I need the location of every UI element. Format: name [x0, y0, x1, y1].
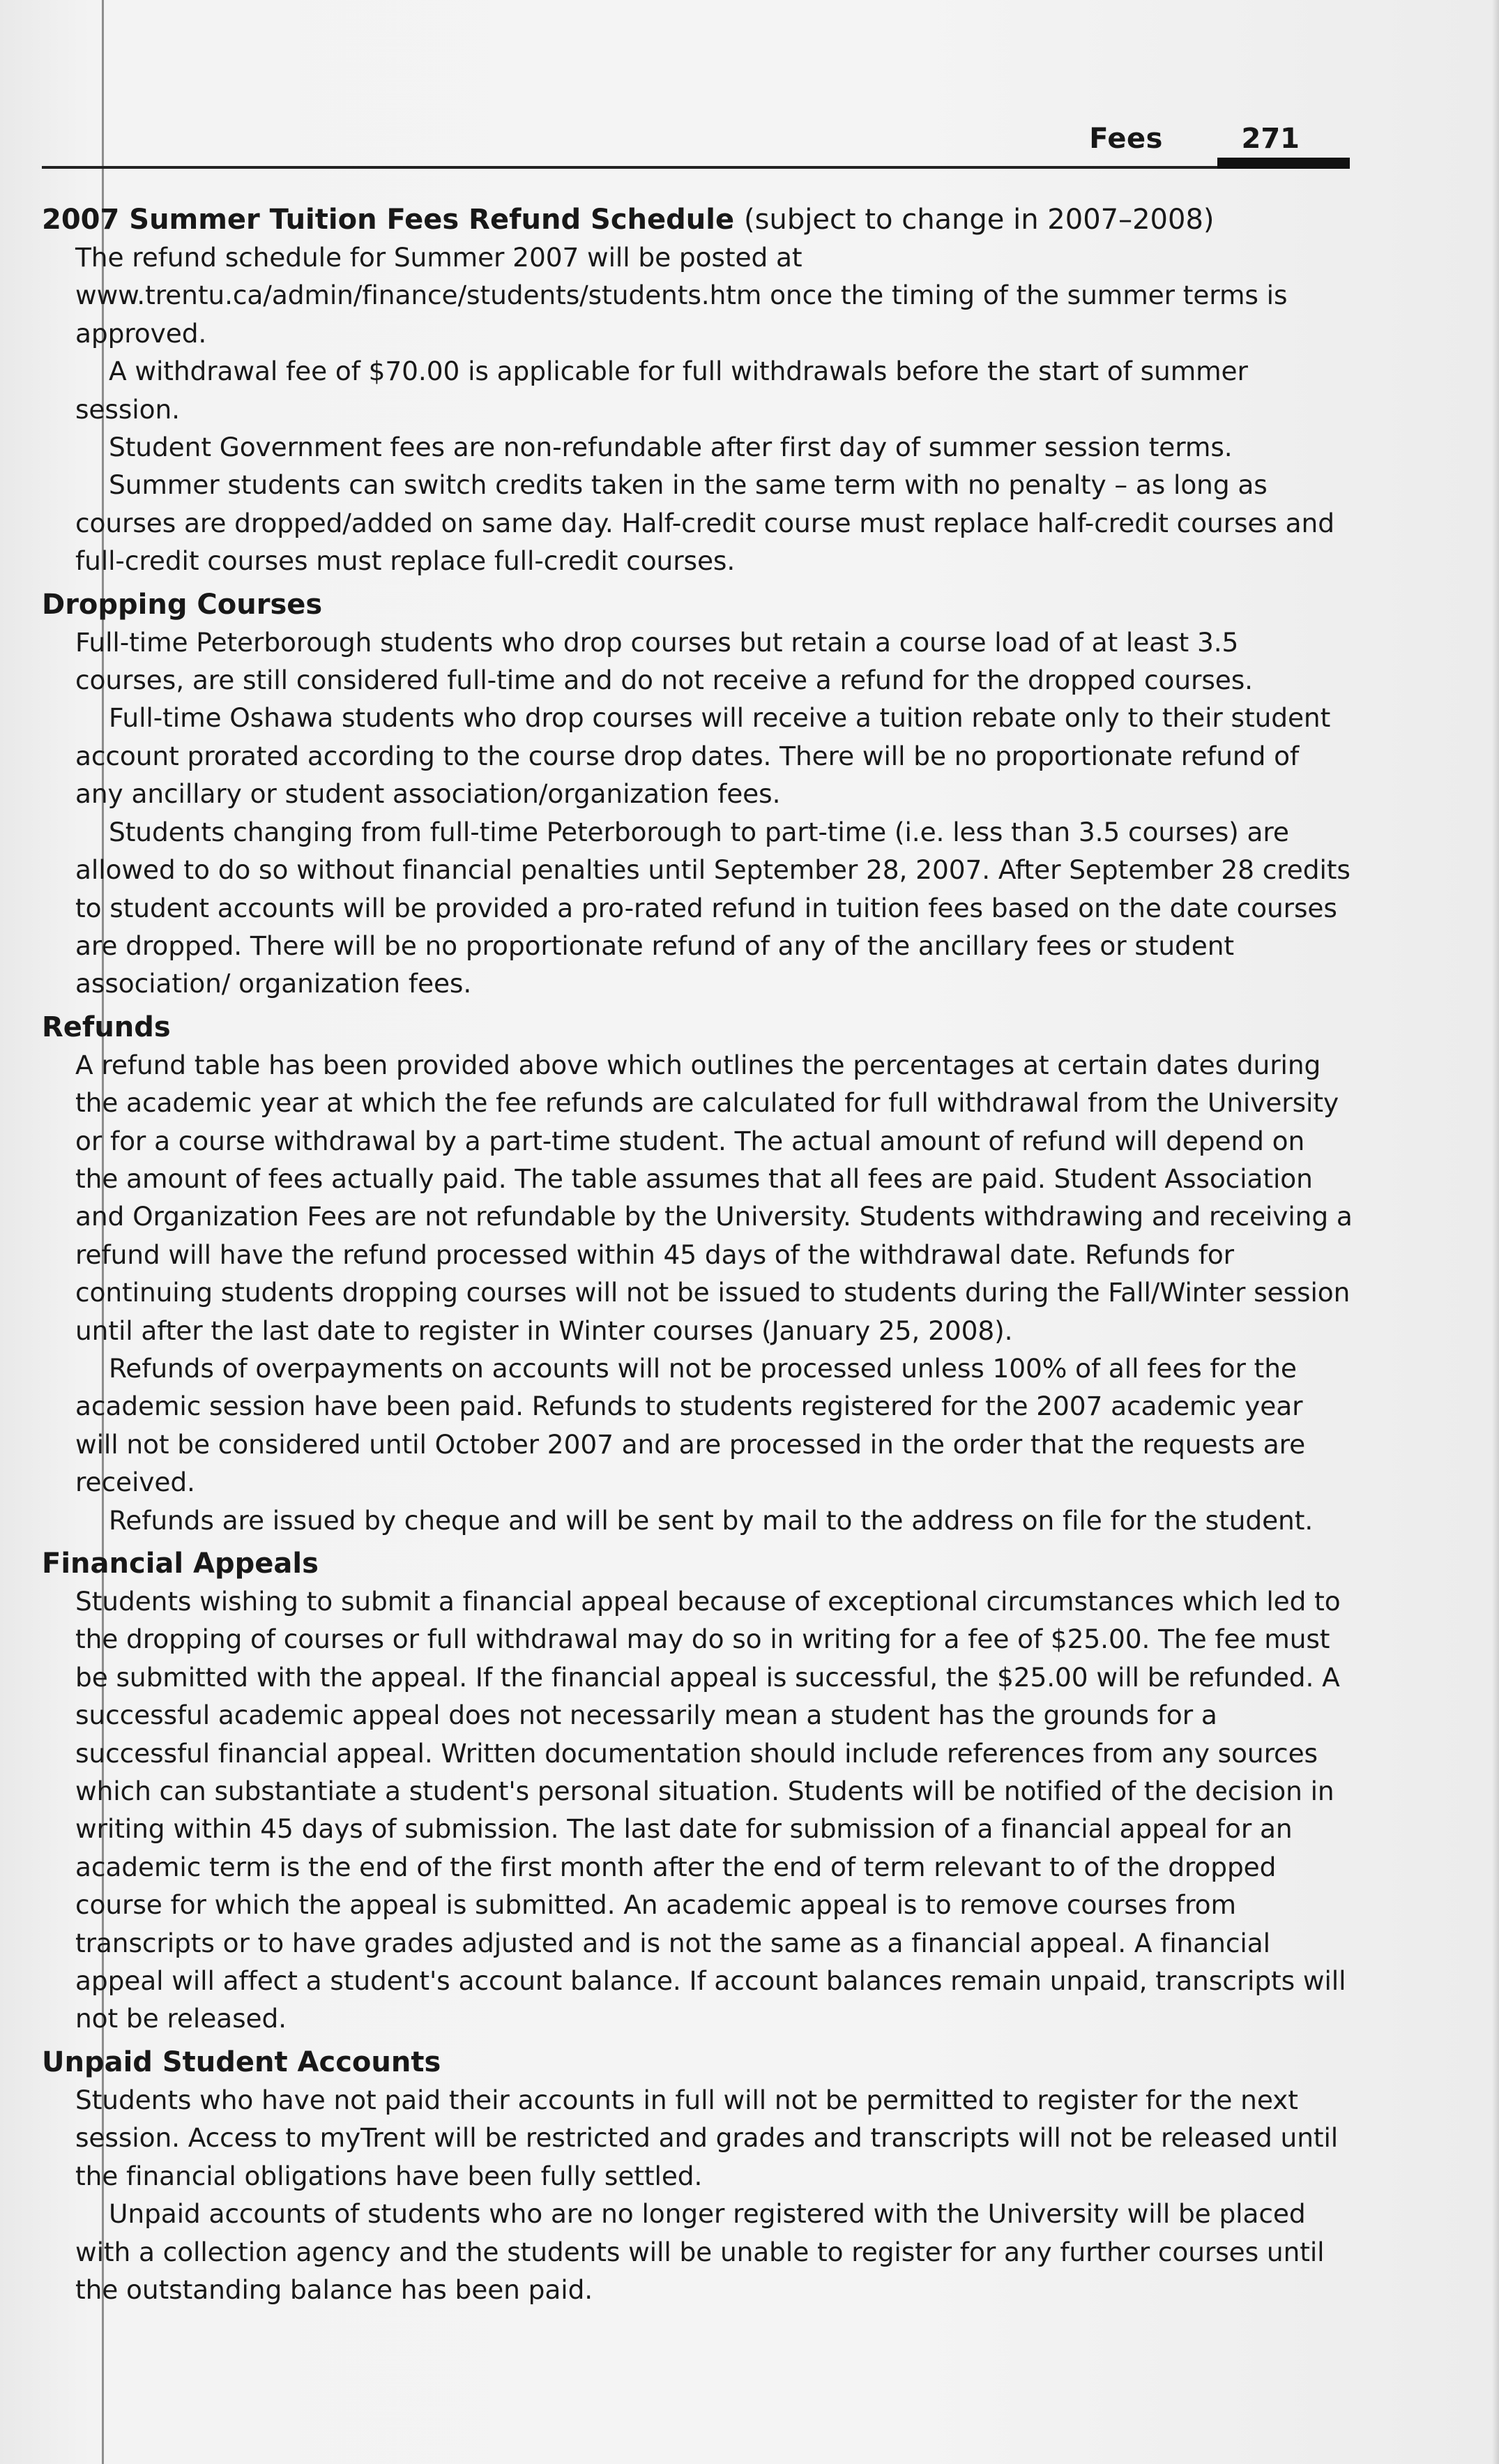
paragraph: Students who have not paid their accounts in full will not be permitted to register for the next session. Access to myTrent will be restricted and grades and transcripts will not be released until the financial obligations have been fully settled.: [75, 2084, 1339, 2191]
paragraph: Refunds of overpayments on accounts will not be processed unless 100% of all fees for the academic session have been paid. Refunds to students registered for the 2007 academic year will not be considered until October 2007 and are processed in the order that the requests are received.: [75, 1352, 1306, 1498]
section-unpaid-student-accounts: [42, 2043, 1353, 2308]
paragraph: A refund table has been provided above which outlines the percentages at certain dates during the academic year at which the fee refunds are calculated for full withdrawal from the University or for a course withdrawal by a part-time student. The actual amount of refund will depend on the amount of fees actually paid. The table assumes that all fees are paid. Student Association and Organization Fees are not refundable by the University. Students withdrawing and receiving a refund will have the refund processed within 45 days of the withdrawal date. Refunds for continuing students dropping courses will not be issued to students during the Fall/Winter session until after the last date to register in Winter courses (January 25, 2008).: [75, 1049, 1353, 1346]
running-head: Fees: [1089, 123, 1163, 155]
page-number: 271: [1241, 123, 1300, 155]
heading-title: 2007 Summer Tuition Fees Refund Schedule: [42, 204, 735, 236]
header-tab-bar: [1217, 158, 1350, 169]
section-heading: [42, 201, 1353, 239]
section-summer-refund-schedule: [42, 201, 1353, 580]
page-edge-shadow: [1492, 0, 1499, 2464]
paragraph: A withdrawal fee of $70.00 is applicable for full withdrawals before the start of summer session.: [75, 356, 1248, 425]
section-heading: Unpaid Student Accounts: [42, 2046, 441, 2078]
paragraph: Unpaid accounts of students who are no longer registered with the University will be placed with a collection agency and the students will be unable to register for any further courses until the outstanding balance has been paid.: [75, 2198, 1325, 2305]
paragraph: The refund schedule for Summer 2007 will be posted at www.trentu.ca/admin/finance/students/students.htm once the timing of the summer terms is approved.: [75, 242, 1288, 349]
page-header: [42, 120, 1350, 169]
section-refunds: [42, 1008, 1353, 1539]
header-rule: [42, 166, 1350, 169]
section-heading: Financial Appeals: [42, 1548, 319, 1580]
paragraph: Full-time Peterborough students who drop courses but retain a course load of at least 3.5 courses, are still considered full-time and do not receive a refund for the dropped courses.: [75, 626, 1253, 696]
paragraph: Student Government fees are non-refundable after first day of summer session terms.: [109, 432, 1233, 463]
paragraph: Students wishing to submit a financial appeal because of exceptional circumstances which led to the dropping of courses or full withdrawal may do so in writing for a fee of $25.00. The fee must be submitted with the appeal. If the financial appeal is successful, the $25.00 will be refunded. A successful academic appeal does not necessarily mean a student has the grounds for a successful financial appeal. Written documentation should include references from any sources which can substantiate a student's personal situation. Students will be notified of the decision in writing within 45 days of submission. The last date for submission of a financial appeal for an academic term is the end of the first month after the end of term relevant to of the dropped course for which the appeal is submitted. An academic appeal is to remove courses from transcripts or to have grades adjusted and is not the same as a financial appeal. A financial appeal will affect a student's account balance. If account balances remain unpaid, transcripts will not be released.: [75, 1586, 1346, 2034]
page-body: [42, 201, 1353, 2314]
section-heading: Refunds: [42, 1011, 171, 1043]
section-heading: Dropping Courses: [42, 588, 323, 621]
paragraph: Summer students can switch credits taken in the same term with no penalty – as long as courses are dropped/added on same day. Half-credit course must replace half-credit courses and full-credit courses must replace full-credit courses.: [75, 469, 1334, 577]
paragraph: Full-time Oshawa students who drop courses will receive a tuition rebate only to their student account prorated according to the course drop dates. There will be no proportionate refund of any ancillary or student association/organization fees.: [75, 702, 1331, 810]
paragraph: Refunds are issued by cheque and will be sent by mail to the address on file for the student.: [109, 1504, 1314, 1536]
paragraph: Students changing from full-time Peterborough to part-time (i.e. less than 3.5 courses) are allowed to do so without financial penalties until September 28, 2007. After September 28 credits to student accounts will be provided a pro-rated refund in tuition fees based on the date courses are dropped. There will be no proportionate refund of any of the ancillary fees or student association/ organization fees.: [75, 816, 1350, 999]
section-financial-appeals: [42, 1545, 1353, 2038]
heading-note: (subject to change in 2007–2008): [744, 204, 1215, 236]
section-dropping-courses: [42, 586, 1353, 1003]
